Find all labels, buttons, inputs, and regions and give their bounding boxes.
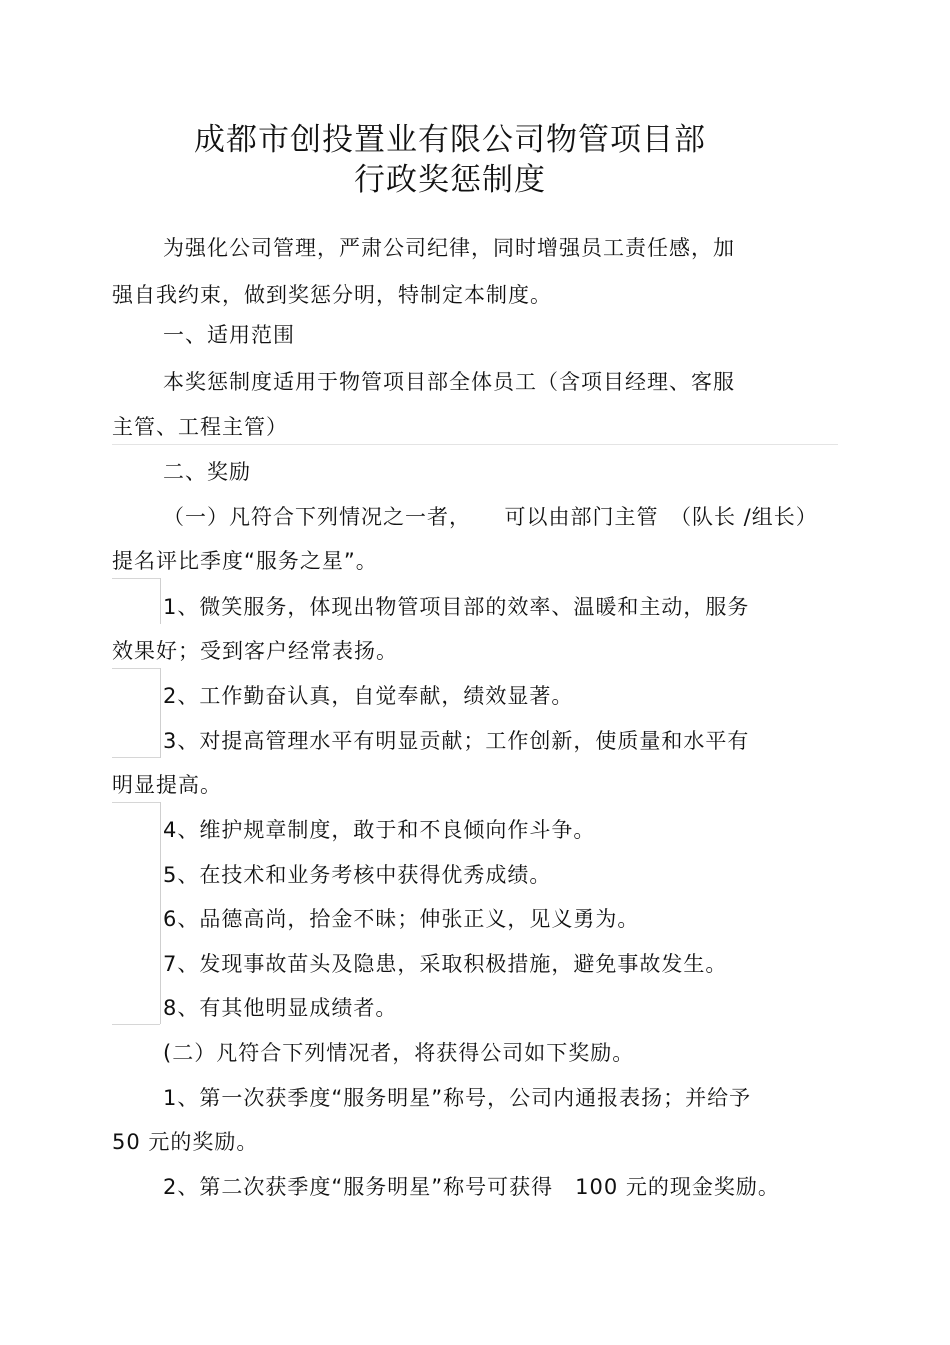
list-item-6: 6、品德高尚，拾金不昧；伸张正义，见义勇为。 [163,907,640,931]
list-item-1-line-1: 1、微笑服务，体现出物管项目部的效率、温暖和主动，服务 [163,595,750,619]
section-1-heading: 一、适用范围 [163,323,295,347]
document-title-line-1: 成都市创投置业有限公司物管项目部 [194,122,706,158]
margin-rule [112,668,160,669]
margin-rule [112,578,160,579]
reward-item-1-line-2: 50 元的奖励。 [112,1130,259,1154]
margin-rule [160,802,161,1024]
reward-item-1-line-1: 1、第一次获季度“服务明星”称号，公司内通报表扬；并给予 [163,1086,752,1110]
section-1-body-line-2: 主管、工程主管） [112,415,288,439]
section-divider [112,444,838,445]
list-item-5: 5、在技术和业务考核中获得优秀成绩。 [163,863,552,887]
document-title-line-2: 行政奖惩制度 [354,162,546,198]
intro-paragraph-line-1: 为强化公司管理，严肃公司纪律，同时增强员工责任感，加 [163,236,735,260]
reward-item-2: 2、第二次获季度“服务明星”称号可获得 100 元的现金奖励。 [163,1175,780,1199]
list-item-7: 7、发现事故苗头及隐患，采取积极措施，避免事故发生。 [163,952,728,976]
margin-rule [112,802,160,803]
margin-rule [160,578,161,624]
clause-2: (二）凡符合下列情况者，将获得公司如下奖励。 [163,1041,635,1065]
list-item-3-line-2: 明显提高。 [112,773,222,797]
margin-rule [112,757,160,758]
clause-1-line-2: 提名评比季度“服务之星”。 [112,549,378,573]
clause-1-line-1: （一）凡符合下列情况之一者， 可以由部门主管 （队长 /组长） [163,505,818,529]
intro-paragraph-line-2: 强自我约束，做到奖惩分明，特制定本制度。 [112,283,552,307]
section-1-body-line-1: 本奖惩制度适用于物管项目部全体员工（含项目经理、客服 [163,370,735,394]
list-item-8: 8、有其他明显成绩者。 [163,996,398,1020]
list-item-2: 2、工作勤奋认真，自觉奉献，绩效显著。 [163,684,574,708]
list-item-4: 4、维护规章制度，敢于和不良倾向作斗争。 [163,818,596,842]
margin-rule [112,1024,160,1025]
margin-rule [160,668,161,758]
list-item-1-line-2: 效果好；受到客户经常表扬。 [112,639,398,663]
section-2-heading: 二、奖励 [163,460,251,484]
list-item-3-line-1: 3、对提高管理水平有明显贡献；工作创新，使质量和水平有 [163,729,750,753]
